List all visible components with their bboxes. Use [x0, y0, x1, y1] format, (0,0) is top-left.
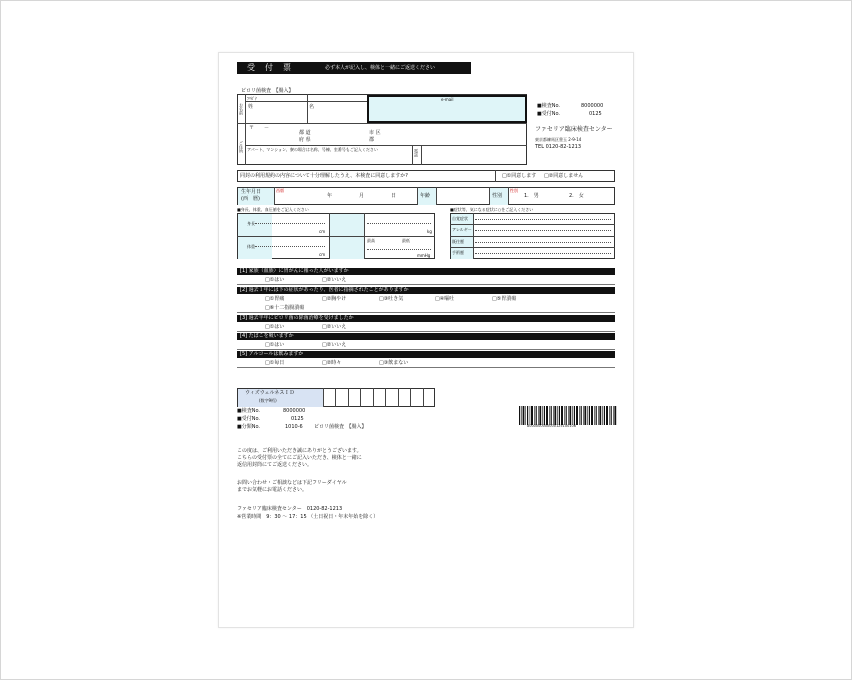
- question-2: [2] 過去１年には下の症状があったり、医者に指摘されたことがありますか: [237, 287, 615, 294]
- wellness-sub-label: (数字9桁): [259, 398, 277, 403]
- bp-unit: mmHg: [417, 253, 431, 258]
- footer-bunrui-value: 1010-6: [285, 424, 303, 430]
- footer-kensa-label: ■検査No.: [237, 408, 261, 414]
- q2-option-1[interactable]: □①胃痛: [265, 296, 285, 302]
- birth-month: 月: [359, 193, 365, 199]
- message-line-4: お問い合わせ・ご相談などは下記フリーダイヤル: [237, 480, 347, 486]
- center-name: ファセリア臨床検査センター: [535, 126, 613, 133]
- measure-caption: ■身長、体重、血圧値をご記入ください: [237, 207, 309, 212]
- phone-label: 電話: [414, 149, 419, 157]
- consent-agree[interactable]: □①同意します: [502, 173, 537, 179]
- postal-mark: 〒 －: [249, 125, 270, 131]
- q1-option-1[interactable]: □①はい: [265, 277, 285, 283]
- q3-option-2[interactable]: □②いいえ: [322, 324, 347, 330]
- apartment-note: アパート、マンション、寮の場合は名称、号棟、室番号もご記入ください: [247, 147, 378, 152]
- message-line-3: 返信用封筒にてご返送ください。: [237, 462, 313, 468]
- question-5: [5] アルコールは飲みますか: [237, 351, 615, 358]
- test-name: ピロリ菌検査 【腸入】: [241, 88, 294, 94]
- return-notice: 必ず本人が記入し、検体と一緒にご返送ください: [325, 65, 436, 71]
- kensa-no: 8000000: [581, 103, 604, 109]
- birth-year: 年: [327, 193, 333, 199]
- q2-option-4[interactable]: □④嘔吐: [435, 296, 455, 302]
- footer-bunrui-name: ピロリ菌検査 【腸入】: [314, 424, 367, 430]
- birth-sub-label: (西 暦): [241, 196, 260, 202]
- symptom-row-2: アレルギー: [452, 227, 472, 232]
- symptom-row-3: 既往歴: [452, 239, 464, 244]
- fuken-label: 府 県: [299, 137, 311, 143]
- sex-female[interactable]: 2. 女: [569, 193, 584, 199]
- age-label: 年齢: [420, 193, 431, 199]
- bp-low: 最低: [402, 238, 410, 243]
- shiku-label: 市 区: [369, 130, 381, 136]
- message-line-6: ファセリア臨床検査センター 0120-82-1213: [237, 506, 343, 512]
- uketsuke-no-label: ■受付No.: [537, 111, 561, 117]
- todofuken-label: 都 道: [299, 130, 311, 136]
- name-section-label: お名前: [239, 103, 244, 115]
- wellness-label: ウィズウェルネスＩＤ: [245, 390, 295, 396]
- q5-option-1[interactable]: □①毎日: [265, 360, 285, 366]
- q2-option-2[interactable]: □②胸やけ: [322, 296, 347, 302]
- footer-kensa-value: 8000000: [283, 408, 306, 414]
- bp-high: 最高: [367, 238, 375, 243]
- kg-unit: kg: [427, 229, 432, 234]
- barcode-number: 8000000000000125100106: [527, 424, 576, 428]
- symptom-caption: ■症状等、気になる症状に○をご記入ください: [450, 207, 534, 212]
- email-label: e-mail: [441, 97, 454, 102]
- footer-bunrui-label: ■分類No.: [237, 424, 261, 430]
- sex-note: 性別: [510, 188, 518, 193]
- sex-label: 性別: [492, 193, 503, 199]
- header-bar: [237, 62, 471, 74]
- weight-unit: cm: [319, 252, 326, 257]
- footer-uketsuke-label: ■受付No.: [237, 416, 261, 422]
- q5-option-3[interactable]: □③飲まない: [379, 360, 409, 366]
- birth-era-note: 西暦: [276, 188, 284, 193]
- footer-uketsuke-value: 0125: [291, 416, 304, 422]
- q2-option-6[interactable]: □⑥十二指腸潰瘍: [265, 305, 305, 311]
- gun-label: 郡: [369, 137, 375, 143]
- message-line-5: までお気軽にお電話ください。: [237, 487, 308, 493]
- question-1: [1] 家族（血族）に胃がんに罹った人がいますか: [237, 268, 615, 275]
- birth-label: 生年月日: [241, 189, 262, 195]
- q2-option-5[interactable]: □⑤胃潰瘍: [492, 296, 517, 302]
- message-line-1: この度は、ご利用いただき誠にありがとうございます。: [237, 448, 362, 454]
- form-title: 受 付 票: [247, 63, 292, 72]
- reception-form-page: [218, 52, 634, 628]
- q4-option-1[interactable]: □①はい: [265, 342, 285, 348]
- center-tel: TEL 0120-82-1213: [535, 144, 582, 150]
- q5-option-2[interactable]: □②時々: [322, 360, 342, 366]
- sex-male[interactable]: 1. 男: [524, 193, 539, 199]
- q1-option-2[interactable]: □②いいえ: [322, 277, 347, 283]
- height-unit: cm: [319, 229, 326, 234]
- message-line-7: ※営業時間 9：30 〜 17：15 （土日祝日・年末年始を除く）: [237, 514, 379, 520]
- consent-disagree[interactable]: □②同意しません: [544, 173, 584, 179]
- center-address: 東京都練馬区豊玉 2-9-14: [535, 137, 582, 142]
- birth-day: 日: [391, 193, 397, 199]
- address-section-label: ご住所: [239, 141, 244, 153]
- q4-option-2[interactable]: □②いいえ: [322, 342, 347, 348]
- message-line-2: こちらの受付票の全てにご記入いただき、検体と一緒に: [237, 455, 362, 461]
- given-name-label: 名: [309, 104, 315, 110]
- consent-question: 同封の利用規約の内容について十分理解したうえ、本検査に同意しますか?: [240, 173, 408, 179]
- height-label: 身長: [247, 221, 255, 226]
- surname-label: 姓: [248, 104, 254, 110]
- q3-option-1[interactable]: □①はい: [265, 324, 285, 330]
- q2-option-3[interactable]: □③吐き気: [379, 296, 404, 302]
- symptom-row-1: 自覚症状: [452, 216, 468, 221]
- kensa-no-label: ■検査No.: [537, 103, 561, 109]
- question-3: [3] 過去半年にピロリ菌の除菌治療を受けましたか: [237, 315, 615, 322]
- weight-label: 体重: [247, 244, 255, 249]
- uketsuke-no: 0125: [589, 111, 602, 117]
- barcode: [517, 406, 619, 428]
- symptom-row-4: 手術歴: [452, 250, 464, 255]
- furigana-label: ﾌﾘｶﾞﾅ: [247, 96, 257, 101]
- question-4: [4] たばこを吸いますか: [237, 333, 615, 340]
